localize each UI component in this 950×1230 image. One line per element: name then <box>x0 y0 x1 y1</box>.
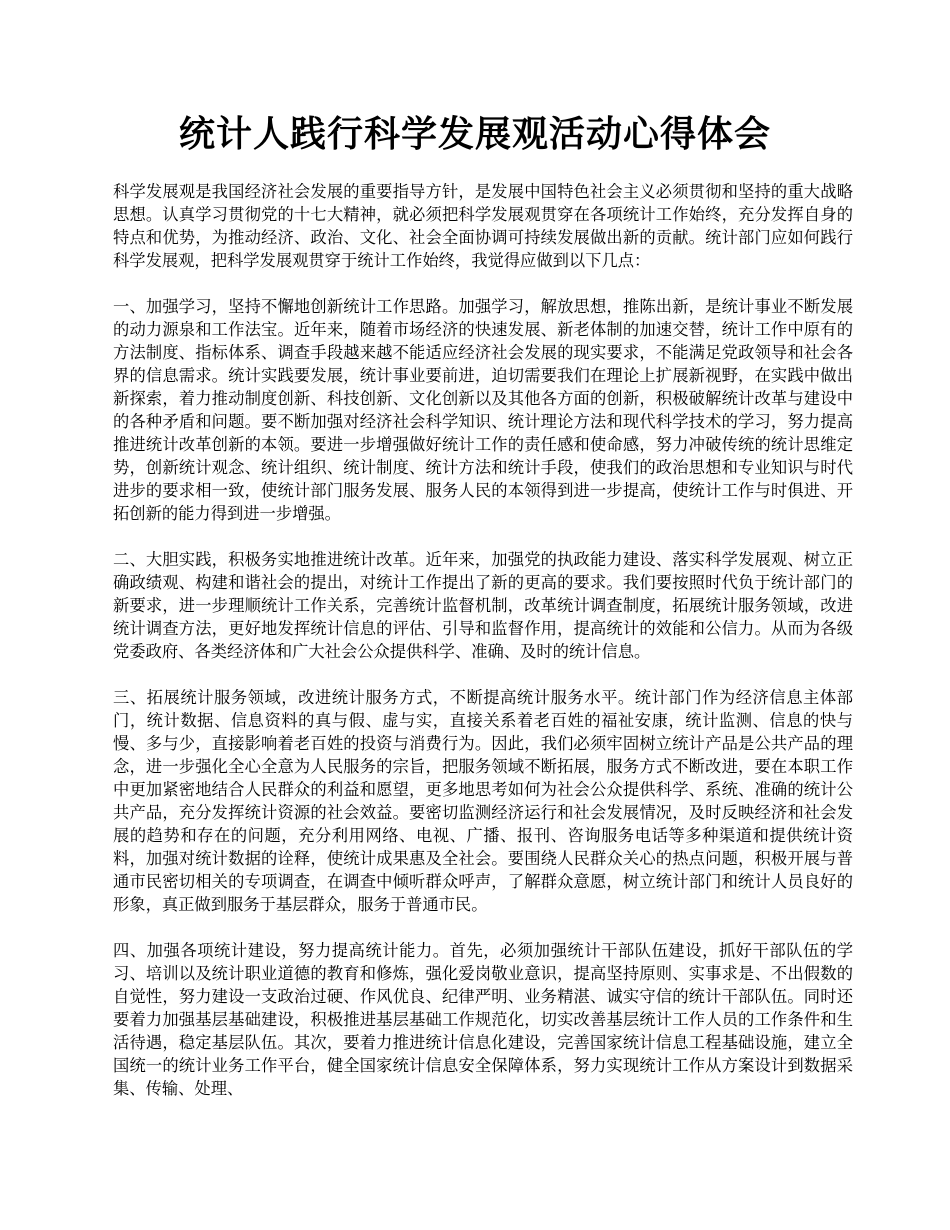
document-body <box>113 180 853 1123</box>
paragraph-point-4: 四、加强各项统计建设，努力提高统计能力。首先，必须加强统计干部队伍建设，抓好干部队伍的学习、培训以及统计职业道德的教育和修炼，强化爱岗敬业意识，提高坚持原则、实事求是、不出假数的自觉性，努力建设一支政治过硬、作风优良、纪律严明、业务精湛、诚实守信的统计干部队伍。同时还要着力加强基层基础建设，积极推进基层基础工作规范化，切实改善基层统计工作人员的工作条件和生活待遇，稳定基层队伍。其次，要着力推进统计信息化建设，完善国家统计信息工程基础设施，建立全国统一的统计业务工作平台，健全国家统计信息安全保障体系，努力实现统计工作从方案设计到数据采集、传输、处理、 <box>113 941 853 1098</box>
document-title: 统计人践行科学发展观活动心得体会 <box>178 113 771 155</box>
paragraph-point-1: 一、加强学习，坚持不懈地创新统计工作思路。加强学习，解放思想，推陈出新，是统计事业不断发展的动力源泉和工作法宝。近年来，随着市场经济的快速发展、新老体制的加速交替，统计工作中原有的方法制度、指标体系、调查手段越来越不能适应经济社会发展的现实要求，不能满足党政领导和社会各界的信息需求。统计实践要发展，统计事业要前进，迫切需要我们在理论上扩展新视野，在实践中做出新探索，着力推动制度创新、科技创新、文化创新以及其他各方面的创新，积极破解统计改革与建设中的各种矛盾和问题。要不断加强对经济社会科学知识、统计理论方法和现代科学技术的学习，努力提高推进统计改革创新的本领。要进一步增强做好统计工作的责任感和使命感，努力冲破传统的统计思维定势，创新统计观念、统计组织、统计制度、统计方法和统计手段，使我们的政治思想和专业知识与时代进步的要求相一致，使统计部门服务发展、服务人民的本领得到进一步提高，使统计工作与时俱进、开拓创新的能力得到进一步增强。 <box>113 297 853 523</box>
paragraph-intro: 科学发展观是我国经济社会发展的重要指导方针，是发展中国特色社会主义必须贯彻和坚持的重大战略思想。认真学习贯彻党的十七大精神，就必须把科学发展观贯穿在各项统计工作始终，充分发挥自身的特点和优势，为推动经济、政治、文化、社会全面协调可持续发展做出新的贡献。统计部门应如何践行科学发展观，把科学发展观贯穿于统计工作始终，我觉得应做到以下几点： <box>113 182 853 270</box>
paragraph-point-2: 二、大胆实践，积极务实地推进统计改革。近年来，加强党的执政能力建设、落实科学发展观、树立正确政绩观、构建和谐社会的提出，对统计工作提出了新的更高的要求。我们要按照时代负于统计部门的新要求，进一步理顺统计工作关系，完善统计监督机制，改革统计调查制度，拓展统计服务领域，改进统计调查方法，更好地发挥统计信息的评估、引导和监督作用，提高统计的效能和公信力。从而为各级党委政府、各类经济体和广大社会公众提供科学、准确、及时的统计信息。 <box>113 550 853 661</box>
paragraph-point-3: 三、拓展统计服务领域，改进统计服务方式，不断提高统计服务水平。统计部门作为经济信息主体部门，统计数据、信息资料的真与假、虚与实，直接关系着老百姓的福祉安康，统计监测、信息的快与慢、多与少，直接影响着老百姓的投资与消费行为。因此，我们必须牢固树立统计产品是公共产品的理念，进一步强化全心全意为人民服务的宗旨，把服务领域不断拓展，服务方式不断改进，要在本职工作中更加紧密地结合人民群众的利益和愿望，更多地思考如何为社会公众提供科学、系统、准确的统计公共产品，充分发挥统计资源的社会效益。要密切监测经济运行和社会发展情况，及时反映经济和社会发展的趋势和存在的问题，充分利用网络、电视、广播、报刊、咨询服务电话等多种渠道和提供统计资料，加强对统计数据的诠释，使统计成果惠及全社会。要围绕人民群众关心的热点问题，积极开展与普通市民密切相关的专项调查，在调查中倾听群众呼声，了解群众意愿，树立统计部门和统计人员良好的形象，真正做到服务于基层群众，服务于普通市民。 <box>113 688 853 914</box>
